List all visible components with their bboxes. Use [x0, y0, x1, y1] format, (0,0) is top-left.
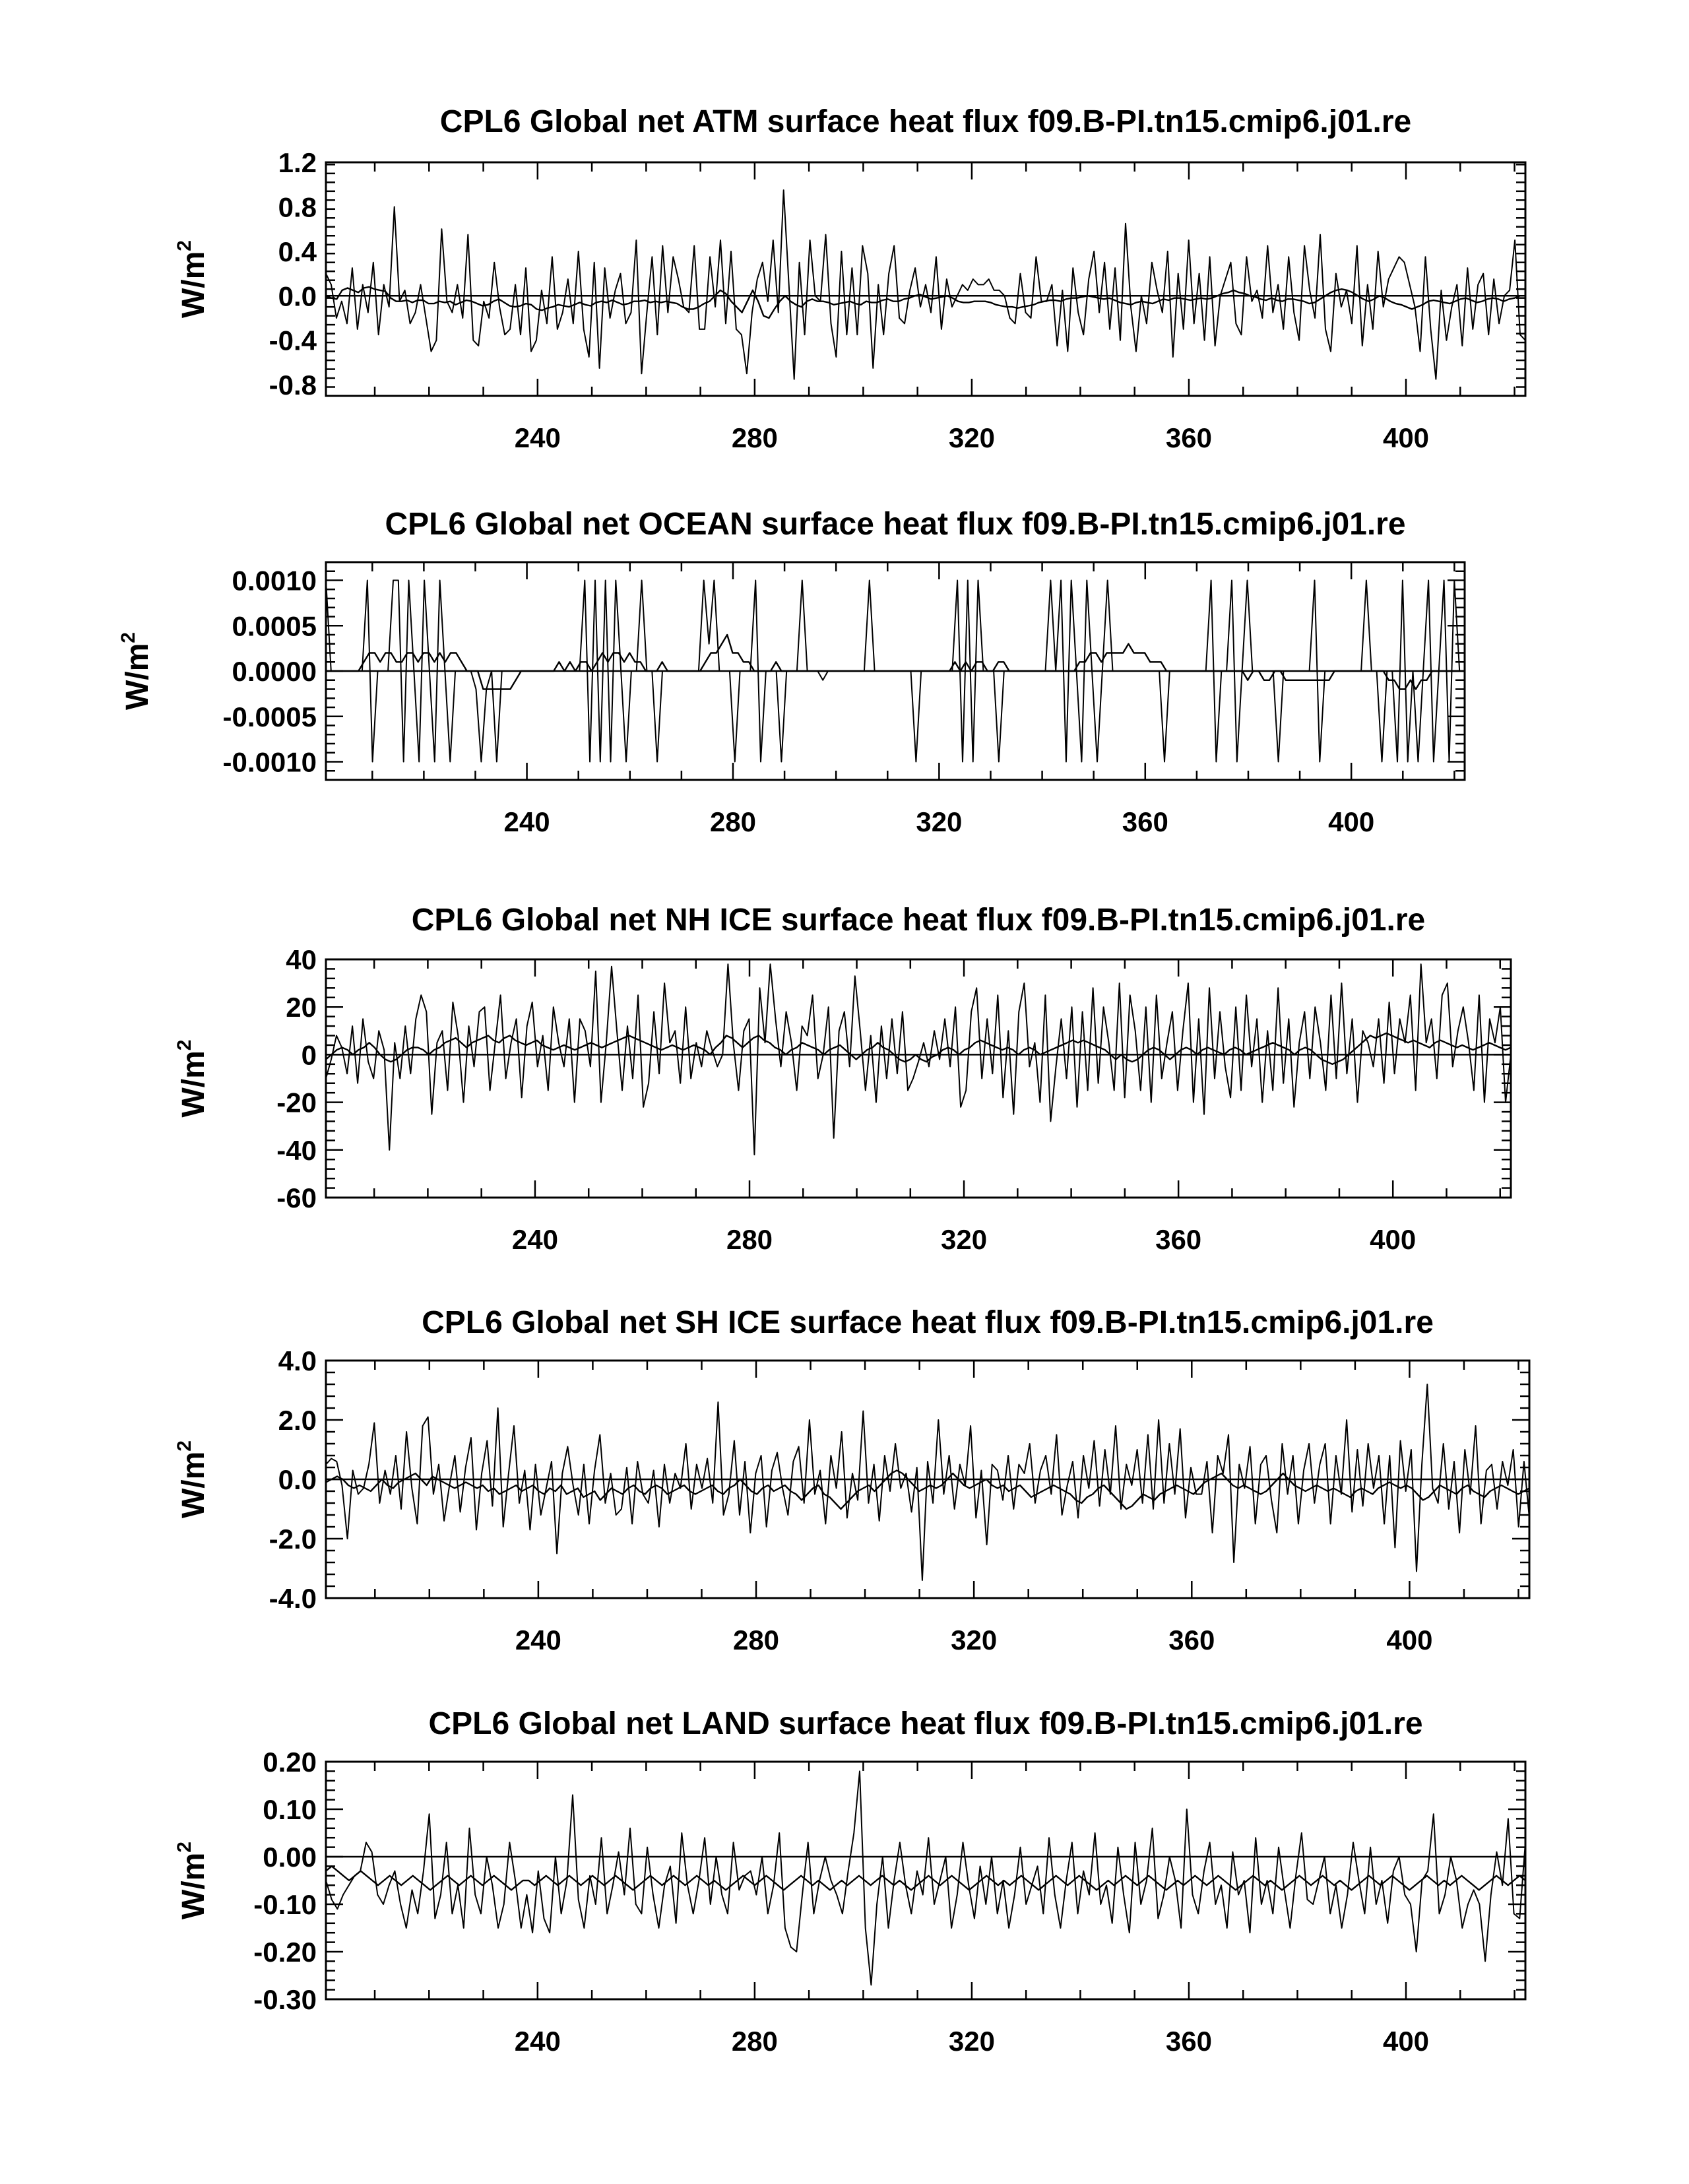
panel-title: CPL6 Global net OCEAN surface heat flux f09.B-PI.tn15.cmip6.j01.re [385, 507, 1406, 542]
series-line-1 [326, 190, 1525, 379]
x-tick-label: 400 [1382, 2026, 1430, 2057]
x-tick-label: 360 [1122, 806, 1168, 837]
x-tick-label: 280 [731, 422, 778, 453]
y-tick-label: 0.0010 [232, 565, 317, 596]
panel-1 [174, 104, 1525, 453]
y-axis-label-superscript: 2 [174, 1440, 195, 1452]
y-axis-label-text: W/m [176, 251, 211, 319]
y-tick-label: 0.4 [278, 236, 317, 267]
y-axis-label-superscript: 2 [174, 1841, 195, 1853]
series-line-2 [326, 1471, 1529, 1510]
x-tick-label: 240 [515, 1624, 561, 1655]
x-tick-label: 360 [1168, 1624, 1215, 1655]
x-tick-label: 280 [732, 1624, 780, 1655]
y-axis-label [174, 240, 211, 318]
x-tick-label: 400 [1328, 806, 1375, 837]
y-tick-label: -60 [276, 1182, 317, 1213]
panel-3 [174, 903, 1511, 1255]
panel-title: CPL6 Global net ATM surface heat flux f09.B-PI.tn15.cmip6.j01.re [439, 104, 1412, 139]
y-axis-label [174, 1440, 211, 1518]
x-tick-label: 240 [511, 1224, 558, 1255]
x-tick-label: 400 [1370, 1224, 1417, 1255]
y-tick-label: -0.8 [269, 369, 317, 401]
y-tick-label: 40 [286, 944, 317, 975]
panel-title: CPL6 Global net LAND surface heat flux f09.B-PI.tn15.cmip6.j01.re [428, 1706, 1423, 1741]
x-tick-label: 360 [1165, 422, 1213, 453]
panel-4 [174, 1305, 1529, 1655]
y-axis-label-superscript: 2 [174, 240, 195, 251]
y-tick-label: -0.0010 [222, 746, 317, 778]
series-line-2 [326, 635, 1465, 690]
x-tick-label: 320 [948, 2026, 995, 2057]
series-line-1 [326, 1384, 1529, 1580]
y-axis-label-superscript: 2 [117, 631, 139, 643]
y-tick-label: 0.0005 [232, 610, 317, 642]
y-axis-label-text: W/m [120, 643, 155, 711]
x-tick-label: 360 [1155, 1224, 1202, 1255]
y-tick-label: 0 [301, 1039, 317, 1071]
x-tick-label: 320 [951, 1624, 998, 1655]
x-tick-label: 400 [1382, 422, 1430, 453]
x-tick-label: 280 [709, 806, 757, 837]
y-tick-label: -0.0005 [222, 701, 317, 732]
y-tick-label: -2.0 [269, 1524, 317, 1555]
plot-frame [326, 959, 1511, 1198]
y-tick-label: -0.20 [253, 1937, 317, 1968]
y-axis-label [117, 632, 155, 710]
x-tick-label: 240 [514, 2026, 561, 2057]
x-tick-label: 280 [731, 2026, 778, 2057]
x-tick-label: 320 [948, 422, 995, 453]
y-tick-label: 2.0 [278, 1405, 317, 1436]
x-tick-label: 280 [726, 1224, 773, 1255]
x-tick-label: 360 [1165, 2026, 1213, 2057]
y-tick-label: -4.0 [269, 1583, 317, 1614]
y-tick-label: -20 [276, 1087, 317, 1118]
y-tick-label: -0.10 [253, 1889, 317, 1920]
y-tick-label: -40 [276, 1134, 317, 1166]
x-tick-label: 240 [503, 806, 550, 837]
y-tick-label: 1.2 [278, 147, 317, 178]
y-tick-label: -0.30 [253, 1984, 317, 2015]
y-tick-label: 20 [286, 992, 317, 1023]
series-line-1 [326, 964, 1511, 1155]
x-tick-label: 320 [941, 1224, 988, 1255]
y-tick-label: 0.00 [263, 1842, 317, 1873]
plot-frame [326, 162, 1525, 396]
y-axis-label-text: W/m [176, 1050, 211, 1118]
y-axis-label-text: W/m [176, 1451, 211, 1519]
y-axis-label-superscript: 2 [174, 1039, 195, 1051]
x-tick-label: 400 [1386, 1624, 1433, 1655]
y-tick-label: 0.10 [263, 1794, 317, 1825]
x-tick-label: 320 [916, 806, 963, 837]
y-tick-label: 0.0 [278, 1464, 317, 1495]
y-tick-label: -0.4 [269, 325, 317, 356]
y-tick-label: 0.8 [278, 191, 317, 223]
panel-title: CPL6 Global net NH ICE surface heat flux f09.B-PI.tn15.cmip6.j01.re [411, 903, 1426, 938]
y-tick-label: 4.0 [278, 1345, 317, 1376]
y-axis-label [174, 1842, 211, 1919]
x-tick-label: 240 [514, 422, 561, 453]
y-axis-label-text: W/m [176, 1852, 211, 1920]
y-axis-label [174, 1039, 211, 1117]
panel-title: CPL6 Global net SH ICE surface heat flux f09.B-PI.tn15.cmip6.j01.re [422, 1305, 1434, 1340]
y-tick-label: 0.20 [263, 1747, 317, 1778]
y-tick-label: 0.0 [278, 280, 317, 312]
panel-5 [174, 1706, 1525, 2057]
y-tick-label: 0.0000 [232, 656, 317, 687]
panel-2 [117, 507, 1465, 837]
